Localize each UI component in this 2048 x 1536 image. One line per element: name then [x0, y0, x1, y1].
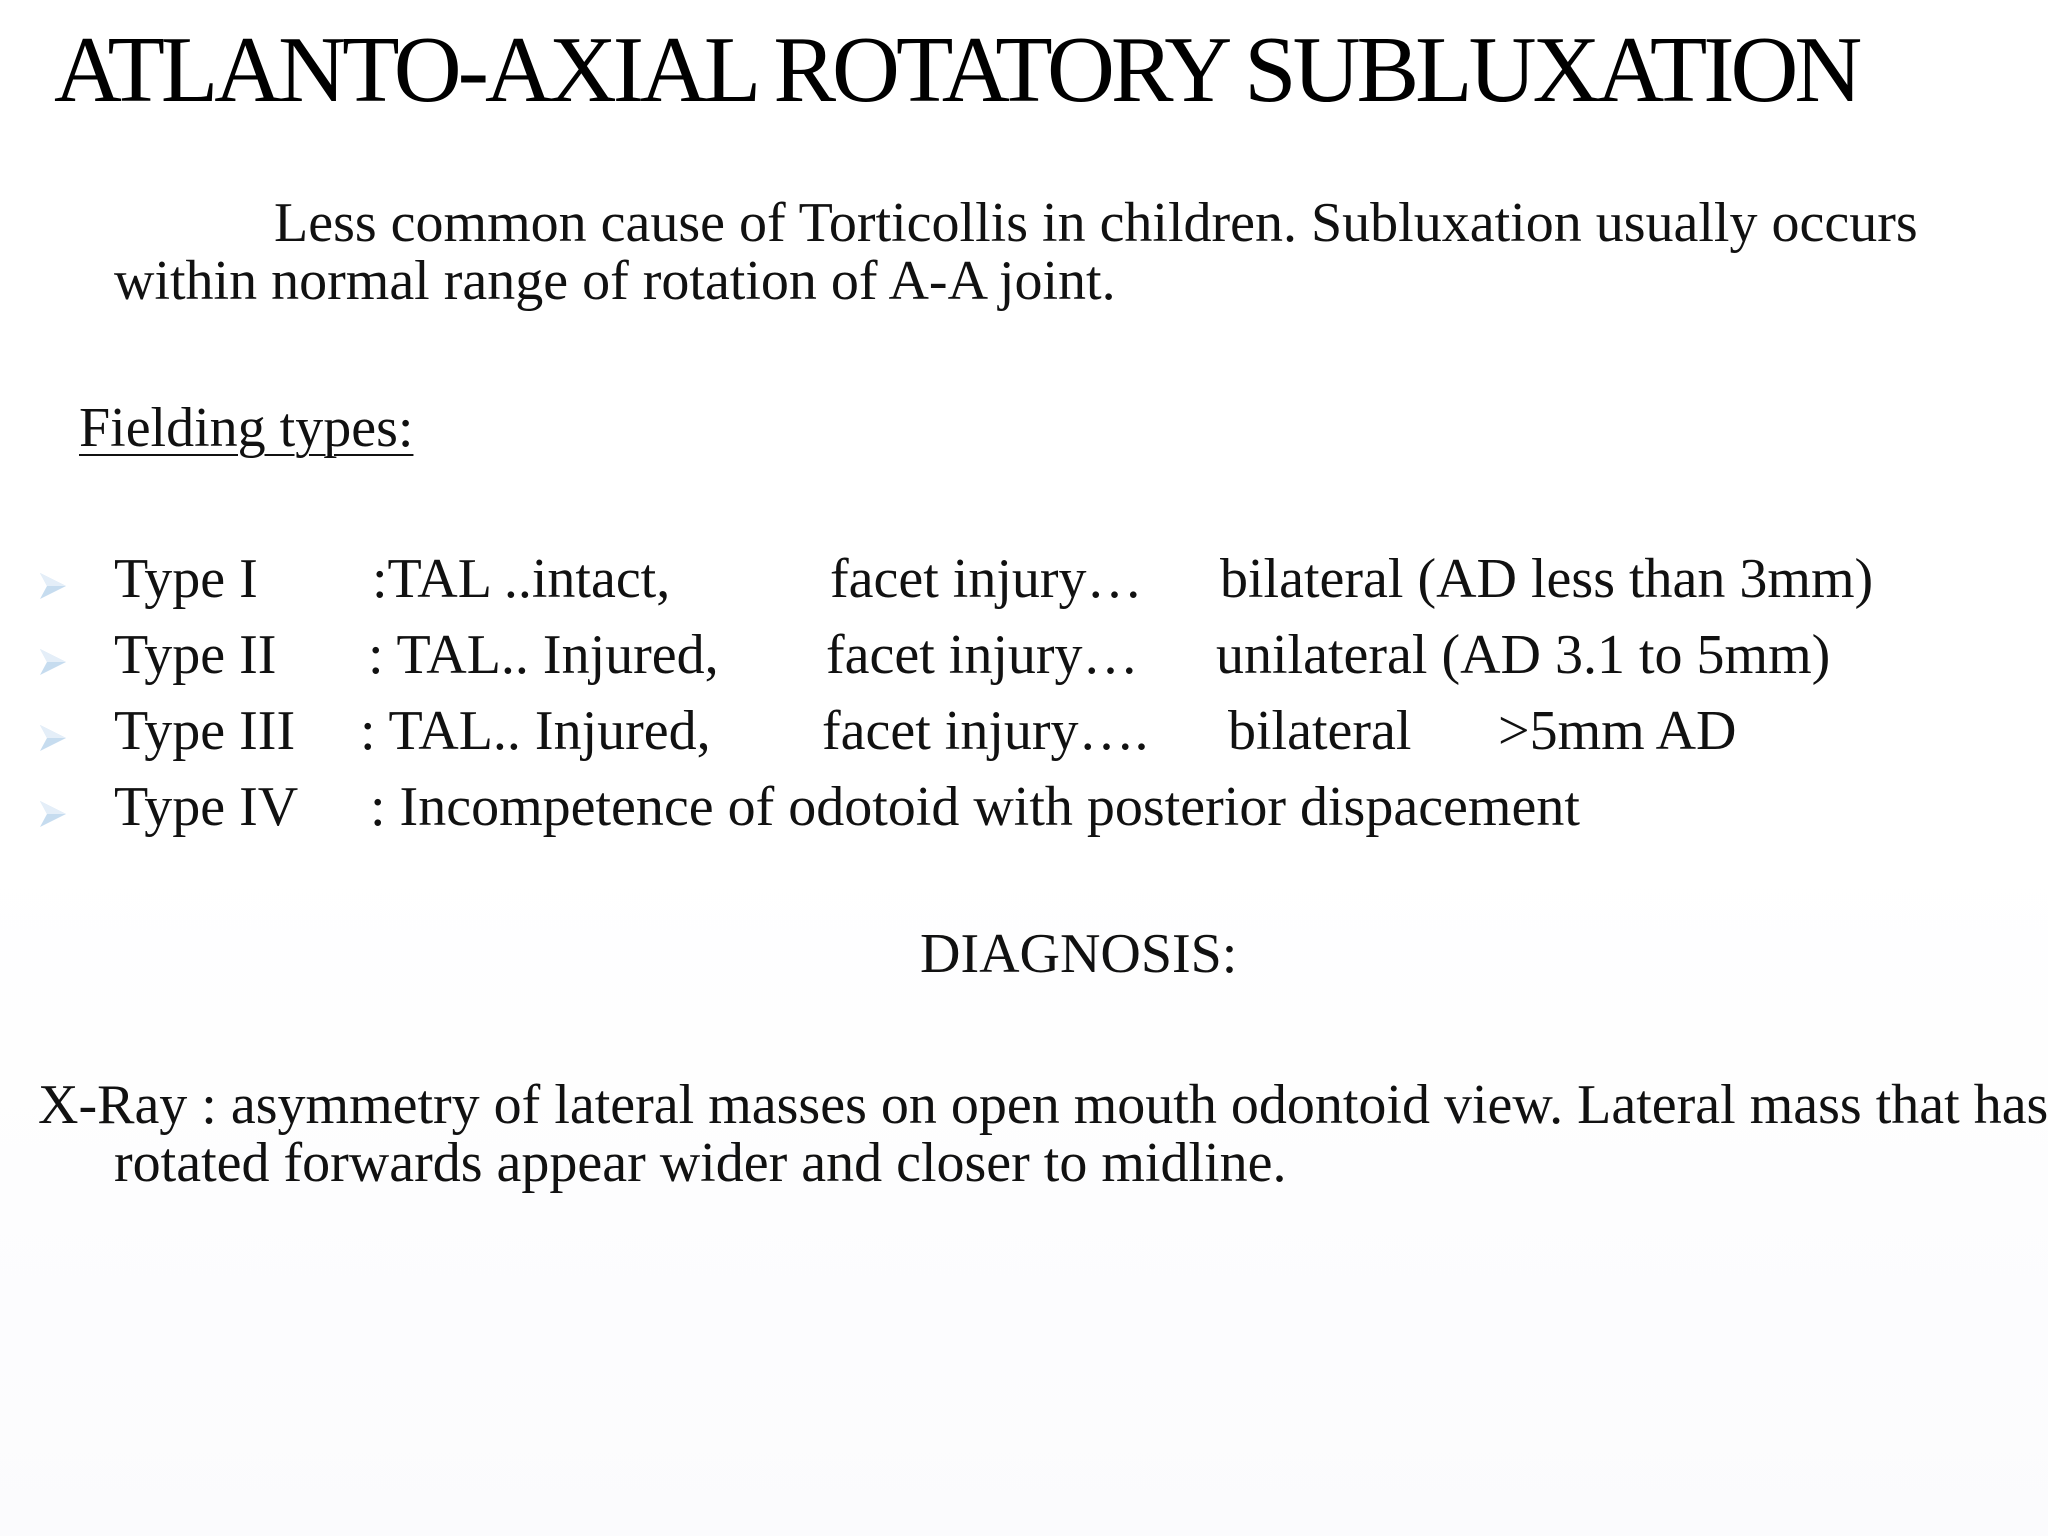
fielding-types-heading: Fielding types:	[79, 397, 414, 459]
xray-paragraph: X-Ray : asymmetry of lateral masses on open mouth odontoid view. Lateral mass that has rotated forwards appear wider and closer to midline.	[38, 1074, 2048, 1194]
type-row-3	[0, 697, 2048, 773]
type-row-2	[0, 621, 2048, 697]
type-row-1	[0, 545, 2048, 621]
type-name: Type IV	[114, 776, 299, 838]
type-facet-injury: facet injury…	[830, 548, 1143, 610]
slide-title: ATLANTO-AXIAL ROTATORY SUBLUXATION	[54, 18, 1859, 122]
arrowhead-bullet-icon	[38, 799, 68, 829]
type-name: Type III	[114, 700, 296, 762]
diagnosis-heading: DIAGNOSIS:	[920, 923, 1238, 985]
type-tal-status: :TAL ..intact,	[372, 548, 671, 610]
type-description: : Incompetence of odotoid with posterior dispacement	[370, 776, 1580, 838]
fielding-types-list	[0, 545, 2048, 849]
type-tal-status: : TAL.. Injured,	[368, 624, 719, 686]
type-laterality: bilateral	[1228, 700, 1412, 762]
type-ad-measure: >5mm AD	[1498, 700, 1737, 762]
arrowhead-bullet-icon	[38, 571, 68, 601]
intro-paragraph: Less common cause of Torticollis in children. Subluxation usually occurs within normal range of rotation of A-A joint.	[114, 192, 1918, 312]
type-facet-injury: facet injury…	[826, 624, 1139, 686]
type-facet-injury: facet injury….	[822, 700, 1149, 762]
arrowhead-bullet-icon	[38, 723, 68, 753]
type-name: Type I	[114, 548, 258, 610]
type-laterality: bilateral (AD less than 3mm)	[1220, 548, 1874, 610]
arrowhead-bullet-icon	[38, 647, 68, 677]
type-tal-status: : TAL.. Injured,	[360, 700, 711, 762]
type-row-4	[0, 773, 2048, 849]
type-laterality: unilateral (AD 3.1 to 5mm)	[1216, 624, 1831, 686]
type-name: Type II	[114, 624, 277, 686]
